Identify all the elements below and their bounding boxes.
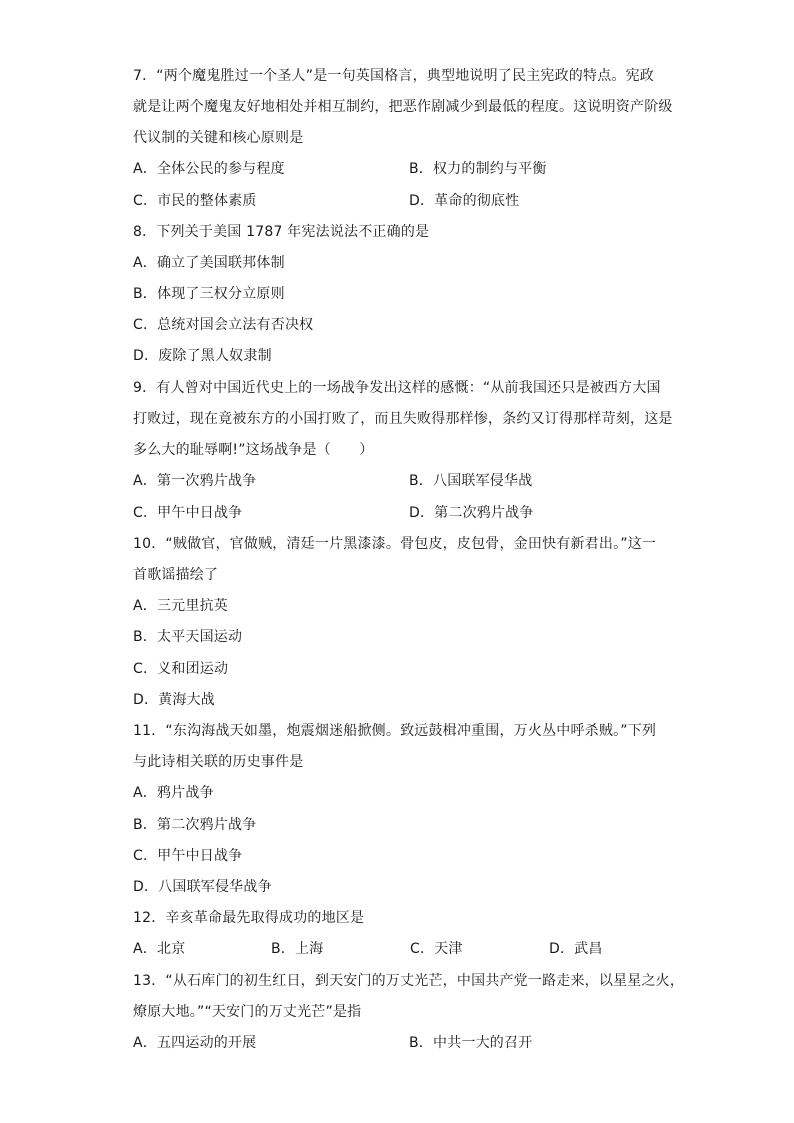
option-b: B．权力的制约与平衡 bbox=[409, 161, 547, 177]
option-a: A．确立了美国联邦体制 bbox=[133, 255, 285, 271]
option-d: D．废除了黑人奴隶制 bbox=[133, 348, 272, 364]
question-stem-line: 10．“贼做官，官做贼，清廷一片黑漆漆。骨包皮，皮包骨，金田快有新君出。”这一 bbox=[133, 536, 657, 552]
option-b: B．太平天国运动 bbox=[133, 629, 243, 645]
option-b: B．第二次鸦片战争 bbox=[133, 817, 257, 833]
option-b: B．中共一大的召开 bbox=[409, 1035, 533, 1051]
question-stem-line: 11．“东沟海战天如墨，炮震烟迷船掀侧。致远鼓楫冲重围，万火丛中呼杀贼。”下列 bbox=[133, 723, 657, 739]
option-b: B．上海 bbox=[271, 941, 324, 957]
option-d: D．八国联军侵华战争 bbox=[133, 879, 272, 895]
option-c: C．甲午中日战争 bbox=[133, 505, 243, 521]
question-stem-line: 7．“两个魔鬼胜过一个圣人”是一句英国格言，典型地说明了民主宪政的特点。宪政 bbox=[133, 68, 655, 84]
option-c: C．天津 bbox=[410, 941, 463, 957]
option-d: D．黄海大战 bbox=[133, 692, 215, 708]
option-d: D．第二次鸦片战争 bbox=[409, 505, 534, 521]
question-stem-line: 9．有人曾对中国近代史上的一场战争发出这样的感慨：“从前我国还只是被西方大国 bbox=[133, 380, 661, 396]
option-c: C．义和团运动 bbox=[133, 661, 229, 677]
option-a: A．三元里抗英 bbox=[133, 598, 228, 614]
question-stem-line: 多么大的耻辱啊!”这场战争是（ ） bbox=[133, 442, 374, 458]
question-stem-line: 8．下列关于美国 1787 年宪法说法不正确的是 bbox=[133, 224, 430, 240]
question-stem-line: 与此诗相关联的历史事件是 bbox=[133, 754, 304, 770]
option-b: B．体现了三权分立原则 bbox=[133, 286, 285, 302]
question-stem-line: 13．“从石库门的初生红日，到天安门的万丈光芒，中国共产党一路走来，以星星之火， bbox=[133, 973, 685, 989]
question-stem-line: 首歌谣描绘了 bbox=[133, 567, 219, 583]
question-stem-line: 12．辛亥革命最先取得成功的地区是 bbox=[133, 910, 365, 926]
question-stem-line: 燎原大地。”“天安门的万丈光芒”是指 bbox=[133, 1004, 362, 1020]
option-a: A．五四运动的开展 bbox=[133, 1035, 257, 1051]
question-stem-line: 代议制的关键和核心原则是 bbox=[133, 130, 304, 146]
option-c: C．总统对国会立法有否决权 bbox=[133, 317, 314, 333]
option-a: A．北京 bbox=[133, 941, 186, 957]
option-c: C．甲午中日战争 bbox=[133, 848, 243, 864]
question-stem-line: 就是让两个魔鬼友好地相处并相互制约，把恶作剧减少到最低的程度。这说明资产阶级 bbox=[133, 99, 673, 115]
question-stem-line: 打败过，现在竟被东方的小国打败了，而且失败得那样惨，条约又订得那样苛刻，这是 bbox=[133, 411, 673, 427]
option-a: A．第一次鸦片战争 bbox=[133, 473, 257, 489]
option-d: D．武昌 bbox=[549, 941, 603, 957]
option-a: A．全体公民的参与程度 bbox=[133, 161, 285, 177]
option-a: A．鸦片战争 bbox=[133, 785, 214, 801]
option-d: D．革命的彻底性 bbox=[409, 193, 520, 209]
option-c: C．市民的整体素质 bbox=[133, 193, 257, 209]
option-b: B．八国联军侵华战 bbox=[409, 473, 533, 489]
